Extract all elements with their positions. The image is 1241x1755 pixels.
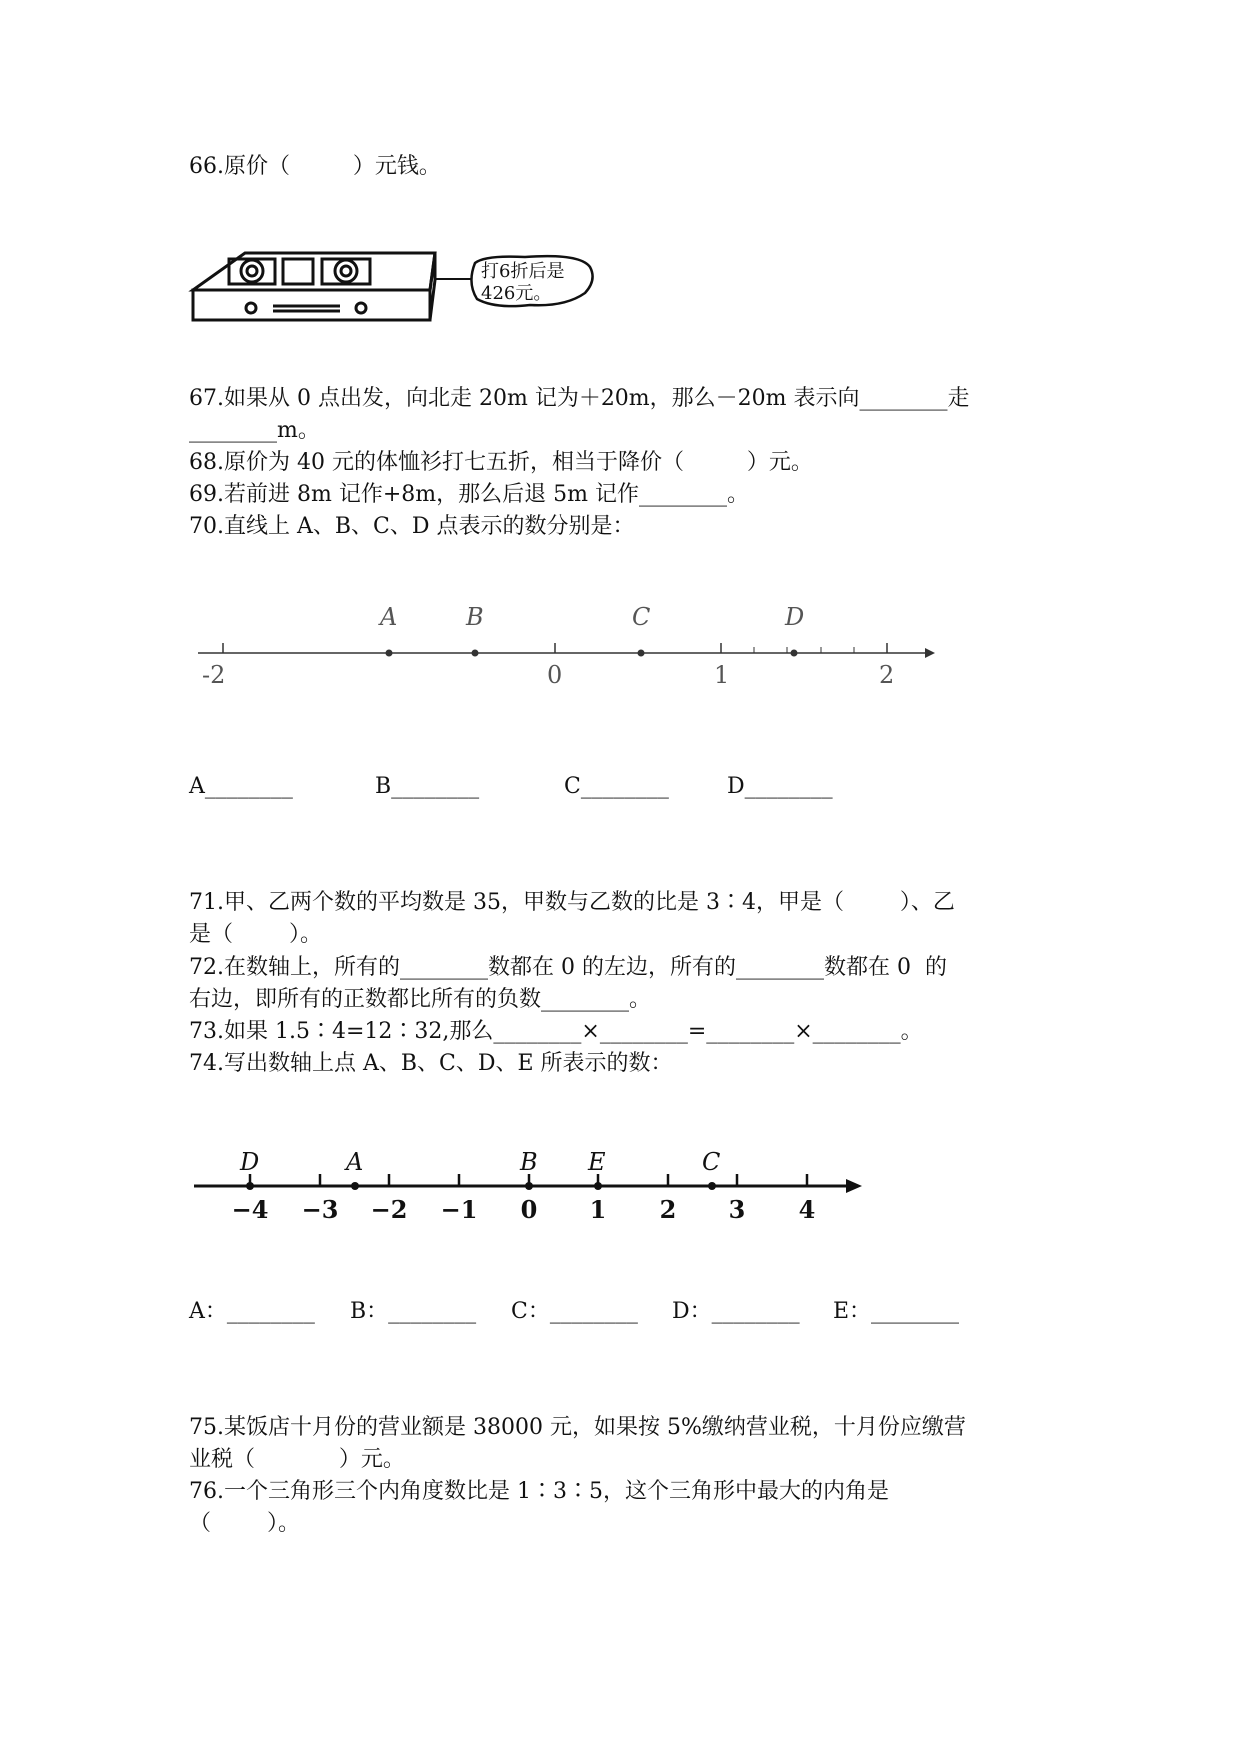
tick-label: 0 (547, 661, 563, 689)
price-tag-bubble (471, 256, 592, 306)
stove-price-figure (185, 235, 605, 345)
axis-arrow (925, 648, 935, 658)
answer-D: D：________ (672, 1299, 800, 1324)
question-70: 70.直线上 A、B、C、D 点表示的数分别是： (189, 514, 635, 539)
answer-B: B：________ (350, 1299, 477, 1324)
point-E (594, 1182, 602, 1190)
tick-label: −3 (301, 1195, 339, 1224)
point-C (708, 1182, 716, 1190)
point-A (351, 1182, 359, 1190)
question-72-line-2: 右边，即所有的正数都比所有的负数________。 (189, 987, 652, 1012)
answer-B: B________ (375, 774, 480, 799)
question-68: 68.原价为 40 元的体恤衫打七五折，相当于降价（ ）元。 (189, 450, 813, 475)
tick-label: -2 (202, 661, 226, 689)
question-66: 66.原价（ ）元钱。 (189, 154, 441, 179)
answer-E: E：________ (833, 1299, 960, 1324)
bubble-line-1: 打6折后是 (481, 261, 565, 282)
axis-arrow (846, 1179, 862, 1193)
question-71-line-2: 是（ ）。 (189, 922, 322, 947)
answer-A: A：________ (189, 1299, 315, 1324)
number-line-q74 (190, 1140, 890, 1230)
question-67-line-1: 67.如果从 0 点出发，向北走 20m 记为＋20m，那么－20m 表示向________走 (189, 386, 970, 411)
label-A: A (346, 1148, 364, 1176)
question-72-line-1: 72.在数轴上，所有的________数都在 0 的左边，所有的________数都在 0 的 (189, 955, 947, 980)
tick-label: 2 (879, 661, 895, 689)
question-76-line-2: （ ）。 (189, 1511, 300, 1536)
tick-label: 3 (728, 1195, 746, 1224)
label-D: D (240, 1148, 260, 1176)
answer-C: C：________ (511, 1299, 638, 1324)
answer-C: C________ (564, 774, 669, 799)
point-D (246, 1182, 254, 1190)
bubble-line-2: 426元。 (481, 283, 552, 304)
question-67-line-2: ________m。 (189, 418, 320, 443)
tick-label: 0 (520, 1195, 538, 1224)
point-C (638, 650, 645, 657)
question-75-line-2: 业税（ ）元。 (189, 1447, 405, 1472)
point-D (791, 650, 798, 657)
tick-label: −2 (370, 1195, 408, 1224)
label-A: A (380, 603, 398, 631)
label-D: D (785, 603, 805, 631)
label-B: B (466, 603, 484, 631)
gas-stove-illustration (193, 253, 475, 320)
label-E: E (588, 1148, 606, 1176)
question-71-line-1: 71.甲、乙两个数的平均数是 35，甲数与乙数的比是 3∶4，甲是（ ）、乙 (189, 890, 955, 915)
number-line-q70 (190, 595, 950, 695)
tick-label: 4 (798, 1195, 816, 1224)
question-69: 69.若前进 8m 记作+8m，那么后退 5m 记作________。 (189, 482, 749, 507)
point-A (386, 650, 393, 657)
tick-label: 1 (589, 1195, 607, 1224)
question-76-line-1: 76.一个三角形三个内角度数比是 1∶3∶5，这个三角形中最大的内角是 (189, 1479, 889, 1504)
answer-A: A________ (189, 774, 293, 799)
question-73: 73.如果 1.5∶4=12∶32,那么________×________=________×________。 (189, 1019, 923, 1044)
label-B: B (520, 1148, 538, 1176)
tick-label: −1 (440, 1195, 478, 1224)
point-B (472, 650, 479, 657)
tick-label: 2 (659, 1195, 677, 1224)
label-C: C (702, 1148, 721, 1176)
question-74: 74.写出数轴上点 A、B、C、D、E 所表示的数： (189, 1051, 673, 1076)
tick-label: 1 (714, 661, 730, 689)
answer-D: D________ (727, 774, 833, 799)
question-75-line-1: 75.某饭店十月份的营业额是 38000 元，如果按 5%缴纳营业税，十月份应缴营 (189, 1415, 966, 1440)
tick-label: −4 (231, 1195, 269, 1224)
point-B (525, 1182, 533, 1190)
label-C: C (632, 603, 651, 631)
